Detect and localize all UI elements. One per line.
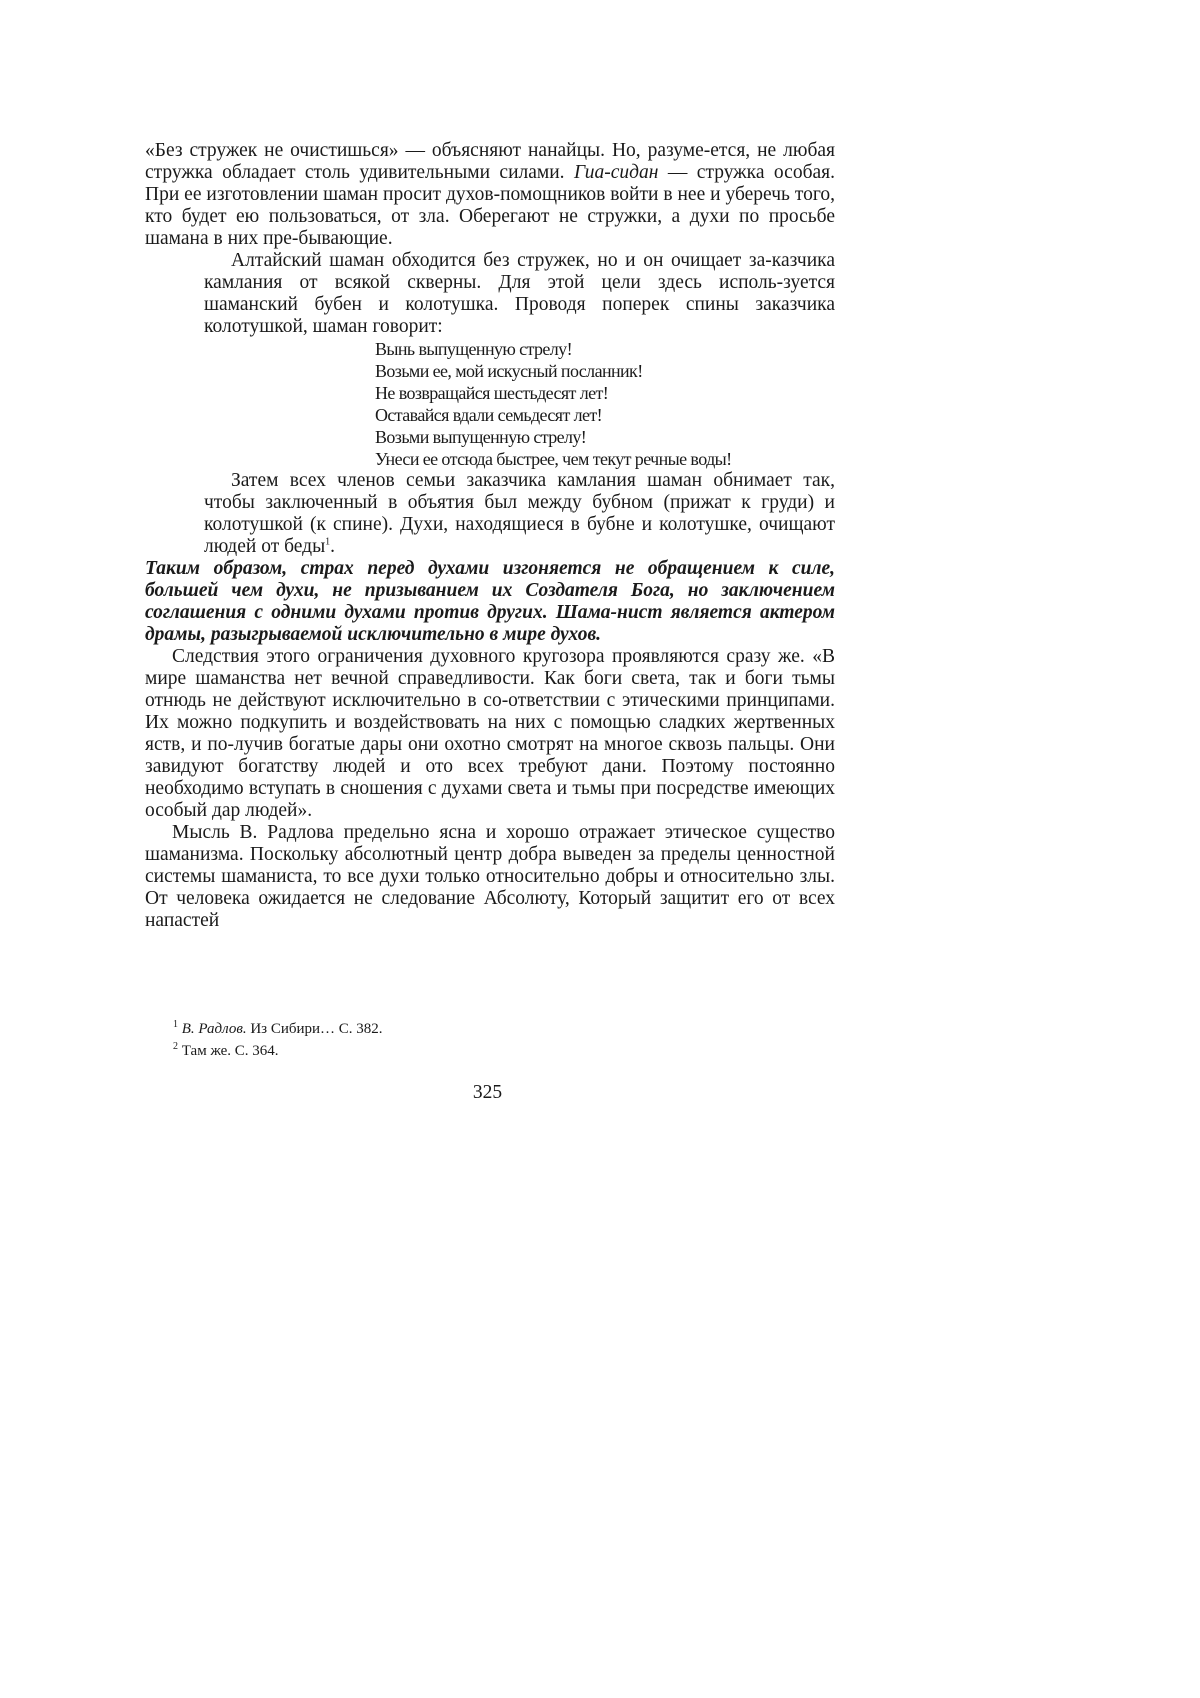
verse-line: Оставайся вдали семьдесят лет!	[375, 405, 603, 425]
incantation-verse	[375, 338, 835, 470]
block-quote-outro	[204, 470, 835, 558]
footnote-1	[173, 1018, 773, 1040]
footnote-2-mark: 2	[173, 1041, 178, 1052]
footnote-1-author: В. Радлов.	[181, 1021, 247, 1037]
footnote-1-text: Из Сибири… С. 382.	[246, 1021, 383, 1037]
block-quote-outro-text: Затем всех членов семьи заказчика камлания шаман обнимает так, чтобы заключенный в объятия был между бубном (прижат к груди) и колотушкой (к спине). Духи, находящиеся в бубне и колотушке, очищают людей от беды	[204, 470, 835, 557]
footnote-2	[173, 1040, 773, 1062]
bold-italic-paragraph: Таким образом, страх перед духами изгоняется не обращением к силе, большей чем духи, не призыванием их Создателя Бога, но заключением соглашения с одними духами против других. Шама-нист является актером драмы, разыгрываемой исключительно в мире духов.	[145, 558, 835, 645]
verse-line: Вынь выпущенную стрелу!	[375, 339, 572, 359]
paragraph-3: Мысль В. Радлова предельно ясна и хорошо отражает этическое существо шаманизма. Поскольку абсолютный центр добра выведен за пределы ценностной системы шаманиста, то все духи только относительно добры и относительно злы. От человека ожидается не следование Абсолюту, Который защитит его от всех напастей	[145, 822, 835, 931]
block-quote-intro: Алтайский шаман обходится без стружек, но и он очищает за-казчика камлания от всякой скверны. Для этой цели здесь исполь-зуется шаманский бубен и колотушка. Проводя поперек спины заказчика колотушкой, шаман говорит:	[204, 250, 835, 337]
footnotes	[173, 1018, 773, 1062]
verse-line: Унеси ее отсюда быстрее, чем текут речные воды!	[375, 449, 732, 469]
paragraph-2: Следствия этого ограничения духовного кругозора проявляются сразу же. «В мире шаманства нет вечной справедливости. Как боги света, так и боги тьмы отнюдь не действуют исключительно в со-ответствии с этическими принципами. Их можно подкупить и воздействовать на них с помощью сладких жертвенных яств, и по-лучив богатые дары они охотно смотрят на многое сквозь пальцы. Они завидуют богатству людей и ото всех требуют дани. Поэтому постоянно необходимо вступать в сношения с духами света и тьмы при посредстве имеющих особый дар людей».	[145, 646, 835, 821]
block-quote-outro-end: .	[330, 536, 336, 557]
paragraph-1-italic-term: Гиа-сидан	[574, 162, 659, 183]
page-number: 325	[472, 1082, 503, 1103]
verse-line: Возьми выпущенную стрелу!	[375, 427, 587, 447]
main-text	[145, 140, 835, 932]
paragraph-1	[145, 140, 835, 250]
footnote-1-mark: 1	[173, 1019, 178, 1030]
footnote-2-text: Там же. С. 364.	[178, 1043, 279, 1059]
paragraph-1-text-a: «Без стружек не очистишься» — объясняют нанайцы. Но, разуме-ется, не любая стружка обладает столь удивительными силами.	[145, 140, 835, 183]
footnote-ref-1: 1	[325, 536, 331, 548]
verse-line: Не возвращайся шестьдесят лет!	[375, 383, 609, 403]
paragraph-1-text-b: — стружка особая. При ее изготовлении шаман просит духов-помощников войти в нее и уберечь того, кто будет ею пользоваться, от зла. Оберегают не стружки, а духи по просьбе шамана в них пре-бывающие.	[145, 162, 835, 249]
block-quote	[204, 250, 835, 558]
verse-line: Возьми ее, мой искусный посланник!	[375, 361, 643, 381]
